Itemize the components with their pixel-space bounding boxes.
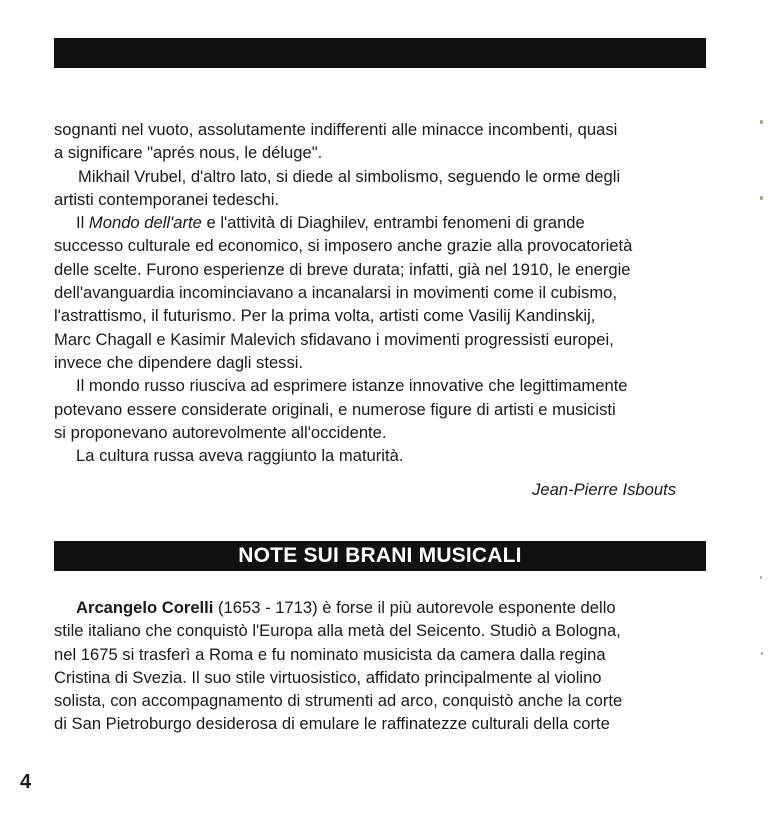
text-fragment: e l'attività di Diaghilev, entrambi fenomeni di grande <box>201 213 585 233</box>
scan-speck <box>760 576 762 579</box>
page-number: 4 <box>20 771 32 793</box>
text-line: Cristina di Svezia. Il suo stile virtuosistico, affidato principalmente al violino <box>54 667 602 687</box>
text-line: di San Pietroburgo desiderosa di emulare le raffinatezze culturali della corte <box>54 714 610 734</box>
text-line <box>54 596 714 619</box>
scan-speck <box>760 196 763 200</box>
text-line: potevano essere considerate originali, e numerose figure di artisti e musicisti <box>54 399 616 419</box>
text-line: solista, con accompagnamento di strumenti ad arco, conquistò anche la corte <box>54 691 623 711</box>
text-line: l'astrattismo, il futurismo. Per la prima volta, artisti come Vasilij Kandinskij, <box>54 306 596 326</box>
section-header: NOTE SUI BRANI MUSICALI <box>54 541 706 571</box>
text-line: si proponevano autorevolmente all'occidente. <box>54 422 387 442</box>
text-line: Mikhail Vrubel, d'altro lato, si diede al simbolismo, seguendo le orme degli <box>78 166 621 186</box>
text-line: stile italiano che conquistò l'Europa alla metà del Seicento. Studiò a Bologna, <box>54 621 621 641</box>
intro-text <box>54 118 714 467</box>
text-line: Marc Chagall e Kasimir Malevich sfidavano i movimenti progressisti europei, <box>54 329 614 349</box>
text-line: delle scelte. Furono esperienze di breve durata; infatti, già nel 1910, le energie <box>54 259 631 279</box>
text-line: dell'avanguardia incominciavano a incanalarsi in movimenti come il cubismo, <box>54 283 618 303</box>
corelli-text <box>54 596 714 736</box>
scan-speck <box>761 652 763 655</box>
text-fragment: Il <box>76 213 89 233</box>
scan-speck <box>760 120 763 124</box>
text-line: sognanti nel vuoto, assolutamente indifferenti alle minacce incombenti, quasi <box>54 120 618 139</box>
text-line: invece che dipendere dagli stessi. <box>54 352 304 372</box>
composer-name: Arcangelo Corelli <box>76 598 214 617</box>
text-line: artisti contemporanei tedeschi. <box>54 189 280 209</box>
text-line <box>54 211 714 234</box>
text-fragment: (1653 - 1713) è forse il più autorevole esponente dello <box>213 598 616 617</box>
text-line: a significare "aprés nous, le déluge". <box>54 143 323 163</box>
text-line: successo culturale ed economico, si imposero anche grazie alla provocatorietà <box>54 236 633 256</box>
text-line: nel 1675 si trasferì a Roma e fu nominato musicista da camera dalla regina <box>54 644 606 664</box>
text-line: Il mondo russo riusciva ad esprimere istanze innovative che legittimamente <box>76 376 628 396</box>
italic-title: Mondo dell'arte <box>88 213 202 233</box>
top-black-bar <box>54 38 706 68</box>
author-signature: Jean-Pierre Isbouts <box>532 480 676 499</box>
text-line: La cultura russa aveva raggiunto la maturità. <box>76 446 404 466</box>
